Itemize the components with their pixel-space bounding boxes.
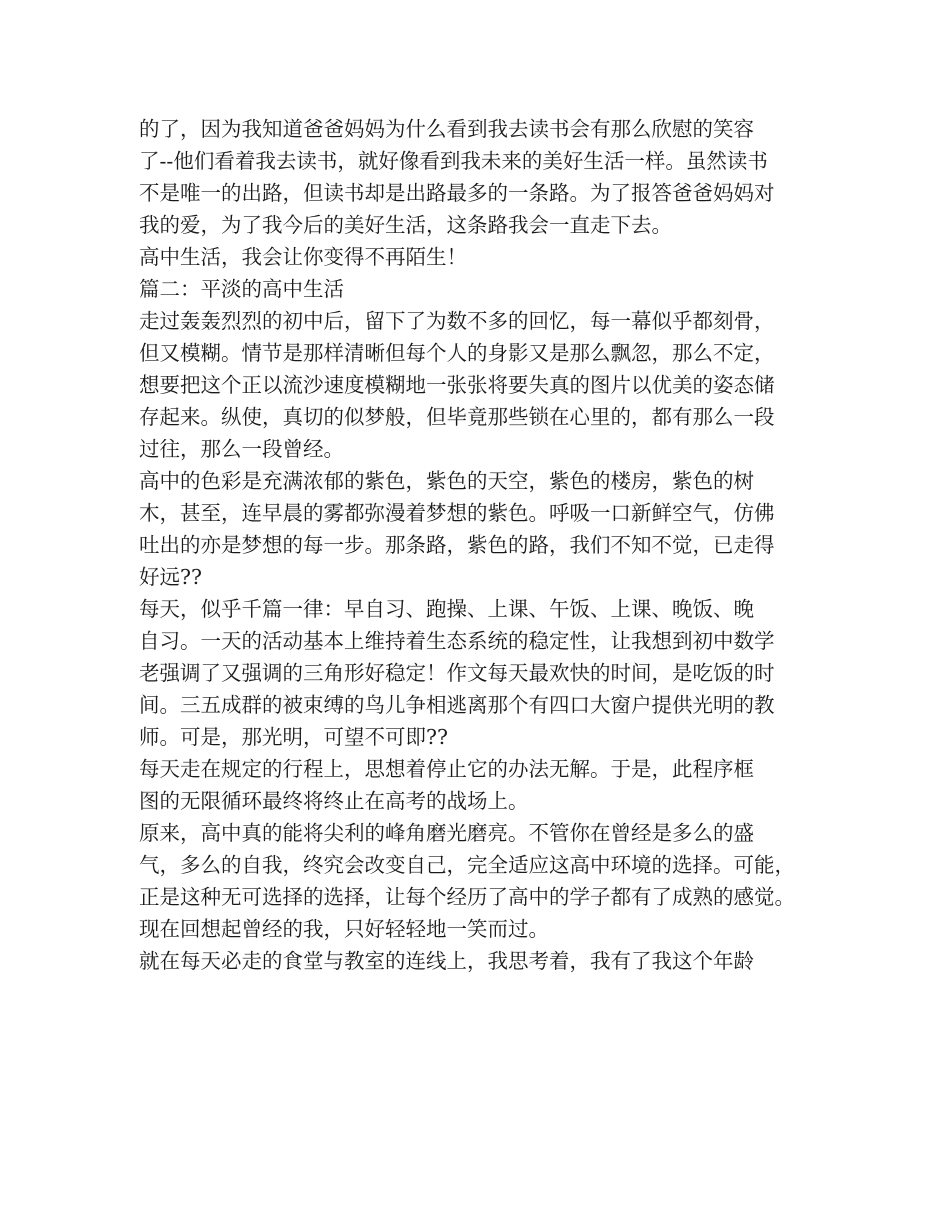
text-line: 气，多么的自我，终究会改变自己，完全适应这高中环境的选择。可能， xyxy=(139,853,795,877)
text-line: 正是这种无可选择的选择，让每个经历了高中的学子都有了成熟的感觉。 xyxy=(139,885,795,909)
text-line: 了--他们看着我去读书，就好像看到我未来的美好生活一样。虽然读书 xyxy=(139,149,768,173)
text-line: 吐出的亦是梦想的每一步。那条路，紫色的路，我们不知不觉，已走得 xyxy=(139,533,775,557)
text-line: 好远?? xyxy=(139,565,202,589)
text-line: 存起来。纵使，真切的似梦般，但毕竟那些锁在心里的，都有那么一段 xyxy=(139,405,775,429)
text-line: 我的爱，为了我今后的美好生活，这条路我会一直走下去。 xyxy=(139,213,672,237)
text-line: 的了，因为我知道爸爸妈妈为什么看到我去读书会有那么欣慰的笑容 xyxy=(139,117,754,141)
text-line: 高中生活，我会让你变得不再陌生！ xyxy=(139,245,467,269)
text-line: 不是唯一的出路，但读书却是出路最多的一条路。为了报答爸爸妈妈对 xyxy=(139,181,775,205)
text-line: 木，甚至，连早晨的雾都弥漫着梦想的紫色。呼吸一口新鲜空气，仿佛 xyxy=(139,501,775,525)
text-line: 高中的色彩是充满浓郁的紫色，紫色的天空，紫色的楼房，紫色的树 xyxy=(139,469,754,493)
text-line: 走过轰轰烈烈的初中后，留下了为数不多的回忆，每一幕似乎都刻骨， xyxy=(139,309,775,333)
text-line: 就在每天必走的食堂与教室的连线上，我思考着，我有了我这个年龄 xyxy=(139,949,754,973)
document-body xyxy=(139,113,829,977)
text-line: 原来，高中真的能将尖利的峰角磨光磨亮。不管你在曾经是多么的盛 xyxy=(139,821,754,845)
text-line: 自习。一天的活动基本上维持着生态系统的稳定性，让我想到初中数学 xyxy=(139,629,775,653)
section-heading: 篇二：平淡的高中生活 xyxy=(139,277,344,301)
text-line: 现在回想起曾经的我，只好轻轻地一笑而过。 xyxy=(139,917,549,941)
text-line: 但又模糊。情节是那样清晰但每个人的身影又是那么飘忽，那么不定， xyxy=(139,341,775,365)
text-line: 想要把这个正以流沙速度模糊地一张张将要失真的图片以优美的姿态储 xyxy=(139,373,775,397)
text-line: 老强调了又强调的三角形好稳定！作文每天最欢快的时间，是吃饭的时 xyxy=(139,661,775,685)
text-line: 每天走在规定的行程上，思想着停止它的办法无解。于是，此程序框 xyxy=(139,757,754,781)
text-line: 师。可是，那光明，可望不可即?? xyxy=(139,725,448,749)
text-line: 每天，似乎千篇一律：早自习、跑操、上课、午饭、上课、晚饭、晚 xyxy=(139,597,754,621)
text-line: 图的无限循环最终将终止在高考的战场上。 xyxy=(139,789,529,813)
text-line: 过往，那么一段曾经。 xyxy=(139,437,344,461)
text-line: 间。三五成群的被束缚的鸟儿争相逃离那个有四口大窗户提供光明的教 xyxy=(139,693,775,717)
